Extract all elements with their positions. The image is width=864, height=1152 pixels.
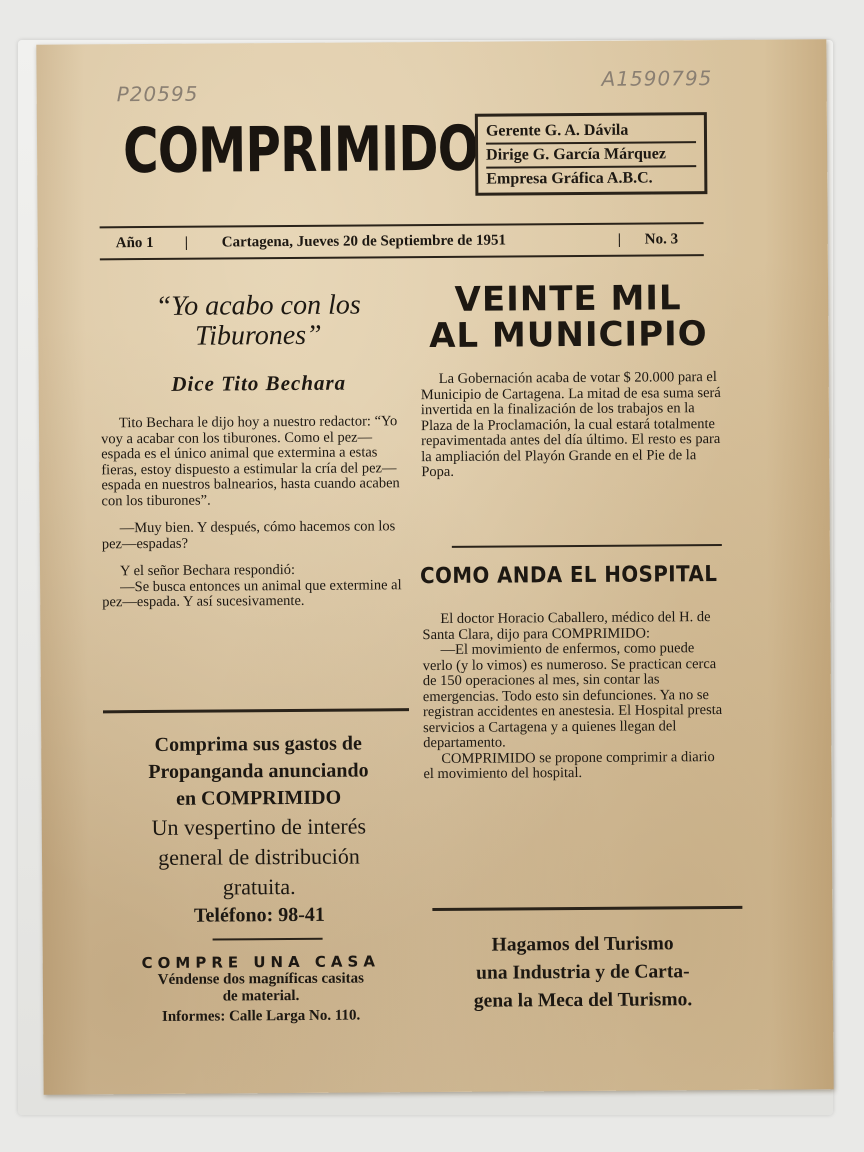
left-article-body xyxy=(101,414,406,611)
handwritten-note-left: P20595 xyxy=(116,81,199,107)
left-paragraph: Tito Bechara le dijo hoy a nuestro redactor: “Yo voy a acabar con los tiburones. Como el pez—espada es el único animal que extermina a estas fieras, estoy dispuesto a estimular la cría del pez—espada en nuestros balnearios, hasta cuando acaben con los tiburones”. xyxy=(101,413,400,509)
ad-line: Un vespertino de interés xyxy=(151,813,367,840)
ad-casa xyxy=(101,970,421,1026)
handwritten-note-right: A1590795 xyxy=(601,66,713,91)
casa-line: Informes: Calle Larga No. 110. xyxy=(161,1007,361,1025)
ad-line: Propanganda anunciando xyxy=(148,759,369,784)
turismo-line: gena la Meca del Turismo. xyxy=(473,989,693,1012)
right-headline xyxy=(408,278,728,357)
right-article-body xyxy=(421,370,722,481)
ad-line: Comprima sus gastos de xyxy=(154,732,362,756)
dateline-number: No. 3 xyxy=(644,231,679,248)
turismo-line: una Industria y de Carta- xyxy=(476,961,690,984)
ad-line: en COMPRIMIDO xyxy=(176,786,342,810)
casa-line: Véndense dos magníficas casitas xyxy=(157,970,365,988)
hospital-headline: COMO ANDA EL HOSPITAL xyxy=(419,562,718,590)
newspaper-page xyxy=(36,39,833,1094)
right-headline-line1: VEINTE MIL xyxy=(454,278,682,320)
left-byline: Dice Tito Bechara xyxy=(171,370,347,396)
staff-manager: Gerente G. A. Dávila xyxy=(485,121,629,140)
masthead-title: COMPRIMIDO xyxy=(122,111,479,188)
bottom-rule xyxy=(100,254,704,260)
right-divider xyxy=(452,544,722,548)
left-headline-line2: Tiburones” xyxy=(194,319,322,352)
hospital-paragraph: El doctor Horacio Caballero, médico del H. de Santa Clara, dijo para COMPRIMIDO: xyxy=(422,609,711,643)
right-headline-line2: AL MUNICIPIO xyxy=(429,314,708,357)
staff-box xyxy=(475,112,708,196)
left-paragraph: —Muy bien. Y después, cómo hacemos con los pez—espadas? xyxy=(101,518,396,552)
ad-comprima xyxy=(103,730,414,930)
turismo-box xyxy=(423,930,744,1016)
left-divider xyxy=(103,708,409,713)
hospital-article-body xyxy=(422,610,723,783)
staff-printer: Empresa Gráfica A.B.C. xyxy=(486,165,696,190)
hospital-paragraph: —El movimiento de enfermos, como puede verlo (y lo vimos) es numeroso. Se practican cerca de 150 operaciones al mes, sin contar las emergencias. Todo esto sin defunciones. Ya no se registran accidentes en anestesia. El Hospital presta servicios a Cartagena y a quienes llegan del departamento. xyxy=(422,640,723,752)
casa-line: de material. xyxy=(222,987,300,1005)
dateline-year: Año 1 xyxy=(115,234,154,252)
ad-phone: Teléfono: 98-41 xyxy=(193,903,325,927)
turismo-line: Hagamos del Turismo xyxy=(491,933,674,956)
ad-line: general de distribución xyxy=(158,843,360,870)
turismo-divider xyxy=(432,906,742,911)
dateline-place-date: Cartagena, Jueves 20 de Septiembre de 1951 xyxy=(221,232,507,251)
left-headline-line1: “Yo acabo con los xyxy=(155,289,361,322)
left-headline xyxy=(98,290,418,352)
top-rule xyxy=(100,222,704,228)
dateline-divider: | xyxy=(617,231,622,248)
casa-title: COMPRE UNA CASA xyxy=(141,952,380,973)
casa-divider xyxy=(213,938,323,941)
ad-line: gratuita. xyxy=(222,873,296,900)
left-paragraph: Y el señor Bechara respondió: xyxy=(119,561,296,580)
dateline-divider: | xyxy=(184,234,189,251)
staff-director: Dirige G. García Márquez xyxy=(486,141,696,166)
left-paragraph: —Se busca entonces un animal que extermine al pez—espada. Y así sucesivamente. xyxy=(102,576,402,611)
hospital-paragraph: COMPRIMIDO se propone comprimir a diario el movimiento del hospital. xyxy=(423,748,715,783)
right-paragraph: La Gobernación acaba de votar $ 20.000 para el Municipio de Cartagena. La mitad de esa suma será invertida en la finalización de los trabajos en la Plaza de la Proclamación, la cual estará totalmente repavimentada antes del día último. El resto es para la ampliación del Playón Grande en el Pie de la Popa. xyxy=(420,369,721,481)
